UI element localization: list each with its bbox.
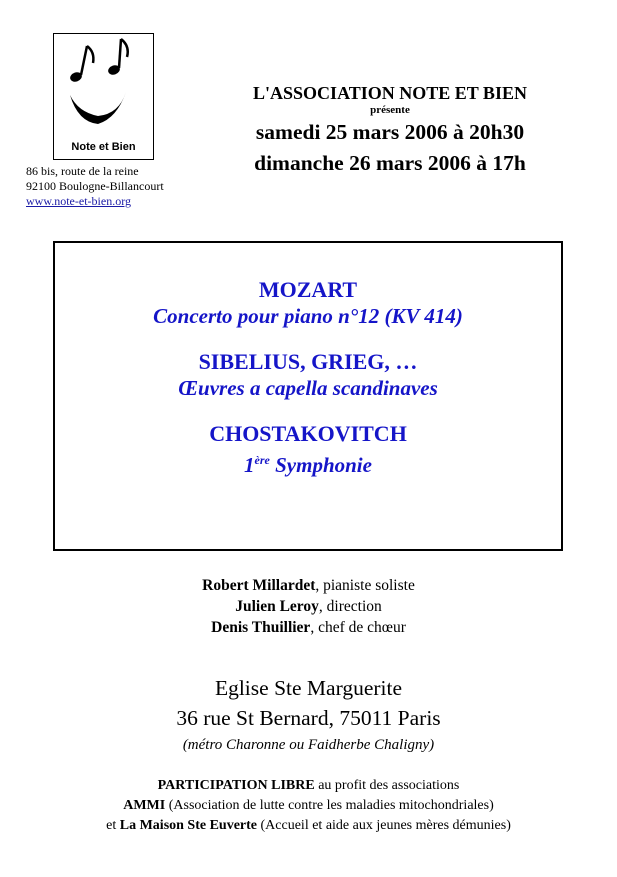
program-item <box>55 329 561 401</box>
venue-name: Eglise Ste Marguerite <box>214 676 403 700</box>
composer: MOZART <box>258 277 358 302</box>
beneficiary-name: AMMI <box>123 798 166 813</box>
program-box <box>53 241 563 551</box>
program-item <box>55 401 561 478</box>
music-notes-smile-icon <box>54 34 155 144</box>
work: Œuvres a capella scandinaves <box>178 376 438 400</box>
performer <box>0 596 617 617</box>
performer <box>0 575 617 596</box>
beneficiary-desc: (Accueil et aide aux jeunes mères démunies) <box>257 818 511 833</box>
venue-address: 36 rue St Bernard, 75011 Paris <box>176 706 441 730</box>
event-header <box>200 82 580 179</box>
beneficiary-ammi <box>0 796 617 816</box>
logo-name: Note et Bien <box>71 141 136 153</box>
address <box>26 164 164 209</box>
logo <box>53 33 154 160</box>
performer-role: , direction <box>318 598 382 615</box>
work <box>55 447 561 478</box>
website-link[interactable]: www.note-et-bien.org <box>26 194 131 208</box>
date-sunday: dimanche 26 mars 2006 à 17h <box>254 151 526 175</box>
performer <box>0 617 617 638</box>
performer-name: Robert Millardet <box>202 577 316 594</box>
beneficiary-name: La Maison Ste Euverte <box>119 818 258 833</box>
association-name: L'ASSOCIATION NOTE ET BIEN <box>253 83 527 103</box>
performer-role: , pianiste soliste <box>315 577 415 594</box>
address-street: 86 bis, route de la reine <box>26 164 139 178</box>
participation-text: au profit des associations <box>314 778 460 793</box>
beneficiary-prefix: et <box>106 818 120 833</box>
work-superscript: ère <box>254 453 270 467</box>
venue <box>0 673 617 757</box>
beneficiary-maison <box>0 816 617 836</box>
beneficiaries <box>0 776 617 836</box>
address-city: 92100 Boulogne-Billancourt <box>26 179 164 193</box>
beneficiary-desc: (Association de lutte contre les maladies mitochondriales) <box>165 798 494 813</box>
performer-name: Julien Leroy <box>235 598 319 615</box>
date-saturday: samedi 25 mars 2006 à 20h30 <box>255 120 525 144</box>
performers <box>0 575 617 638</box>
work: Concerto pour piano n°12 (KV 414) <box>153 304 463 328</box>
work-title: Symphonie <box>269 453 372 477</box>
presents-label: présente <box>370 104 410 116</box>
participation-label: PARTICIPATION LIBRE <box>157 778 315 793</box>
composer: CHOSTAKOVITCH <box>209 421 407 446</box>
program-item <box>55 243 561 329</box>
composer: SIBELIUS, GRIEG, … <box>198 349 418 374</box>
participation-line <box>0 776 617 796</box>
venue-metro: (métro Charonne ou Faidherbe Chaligny) <box>182 737 435 753</box>
work-number: 1 <box>244 453 255 477</box>
performer-role: , chef de chœur <box>310 619 406 636</box>
performer-name: Denis Thuillier <box>211 619 311 636</box>
